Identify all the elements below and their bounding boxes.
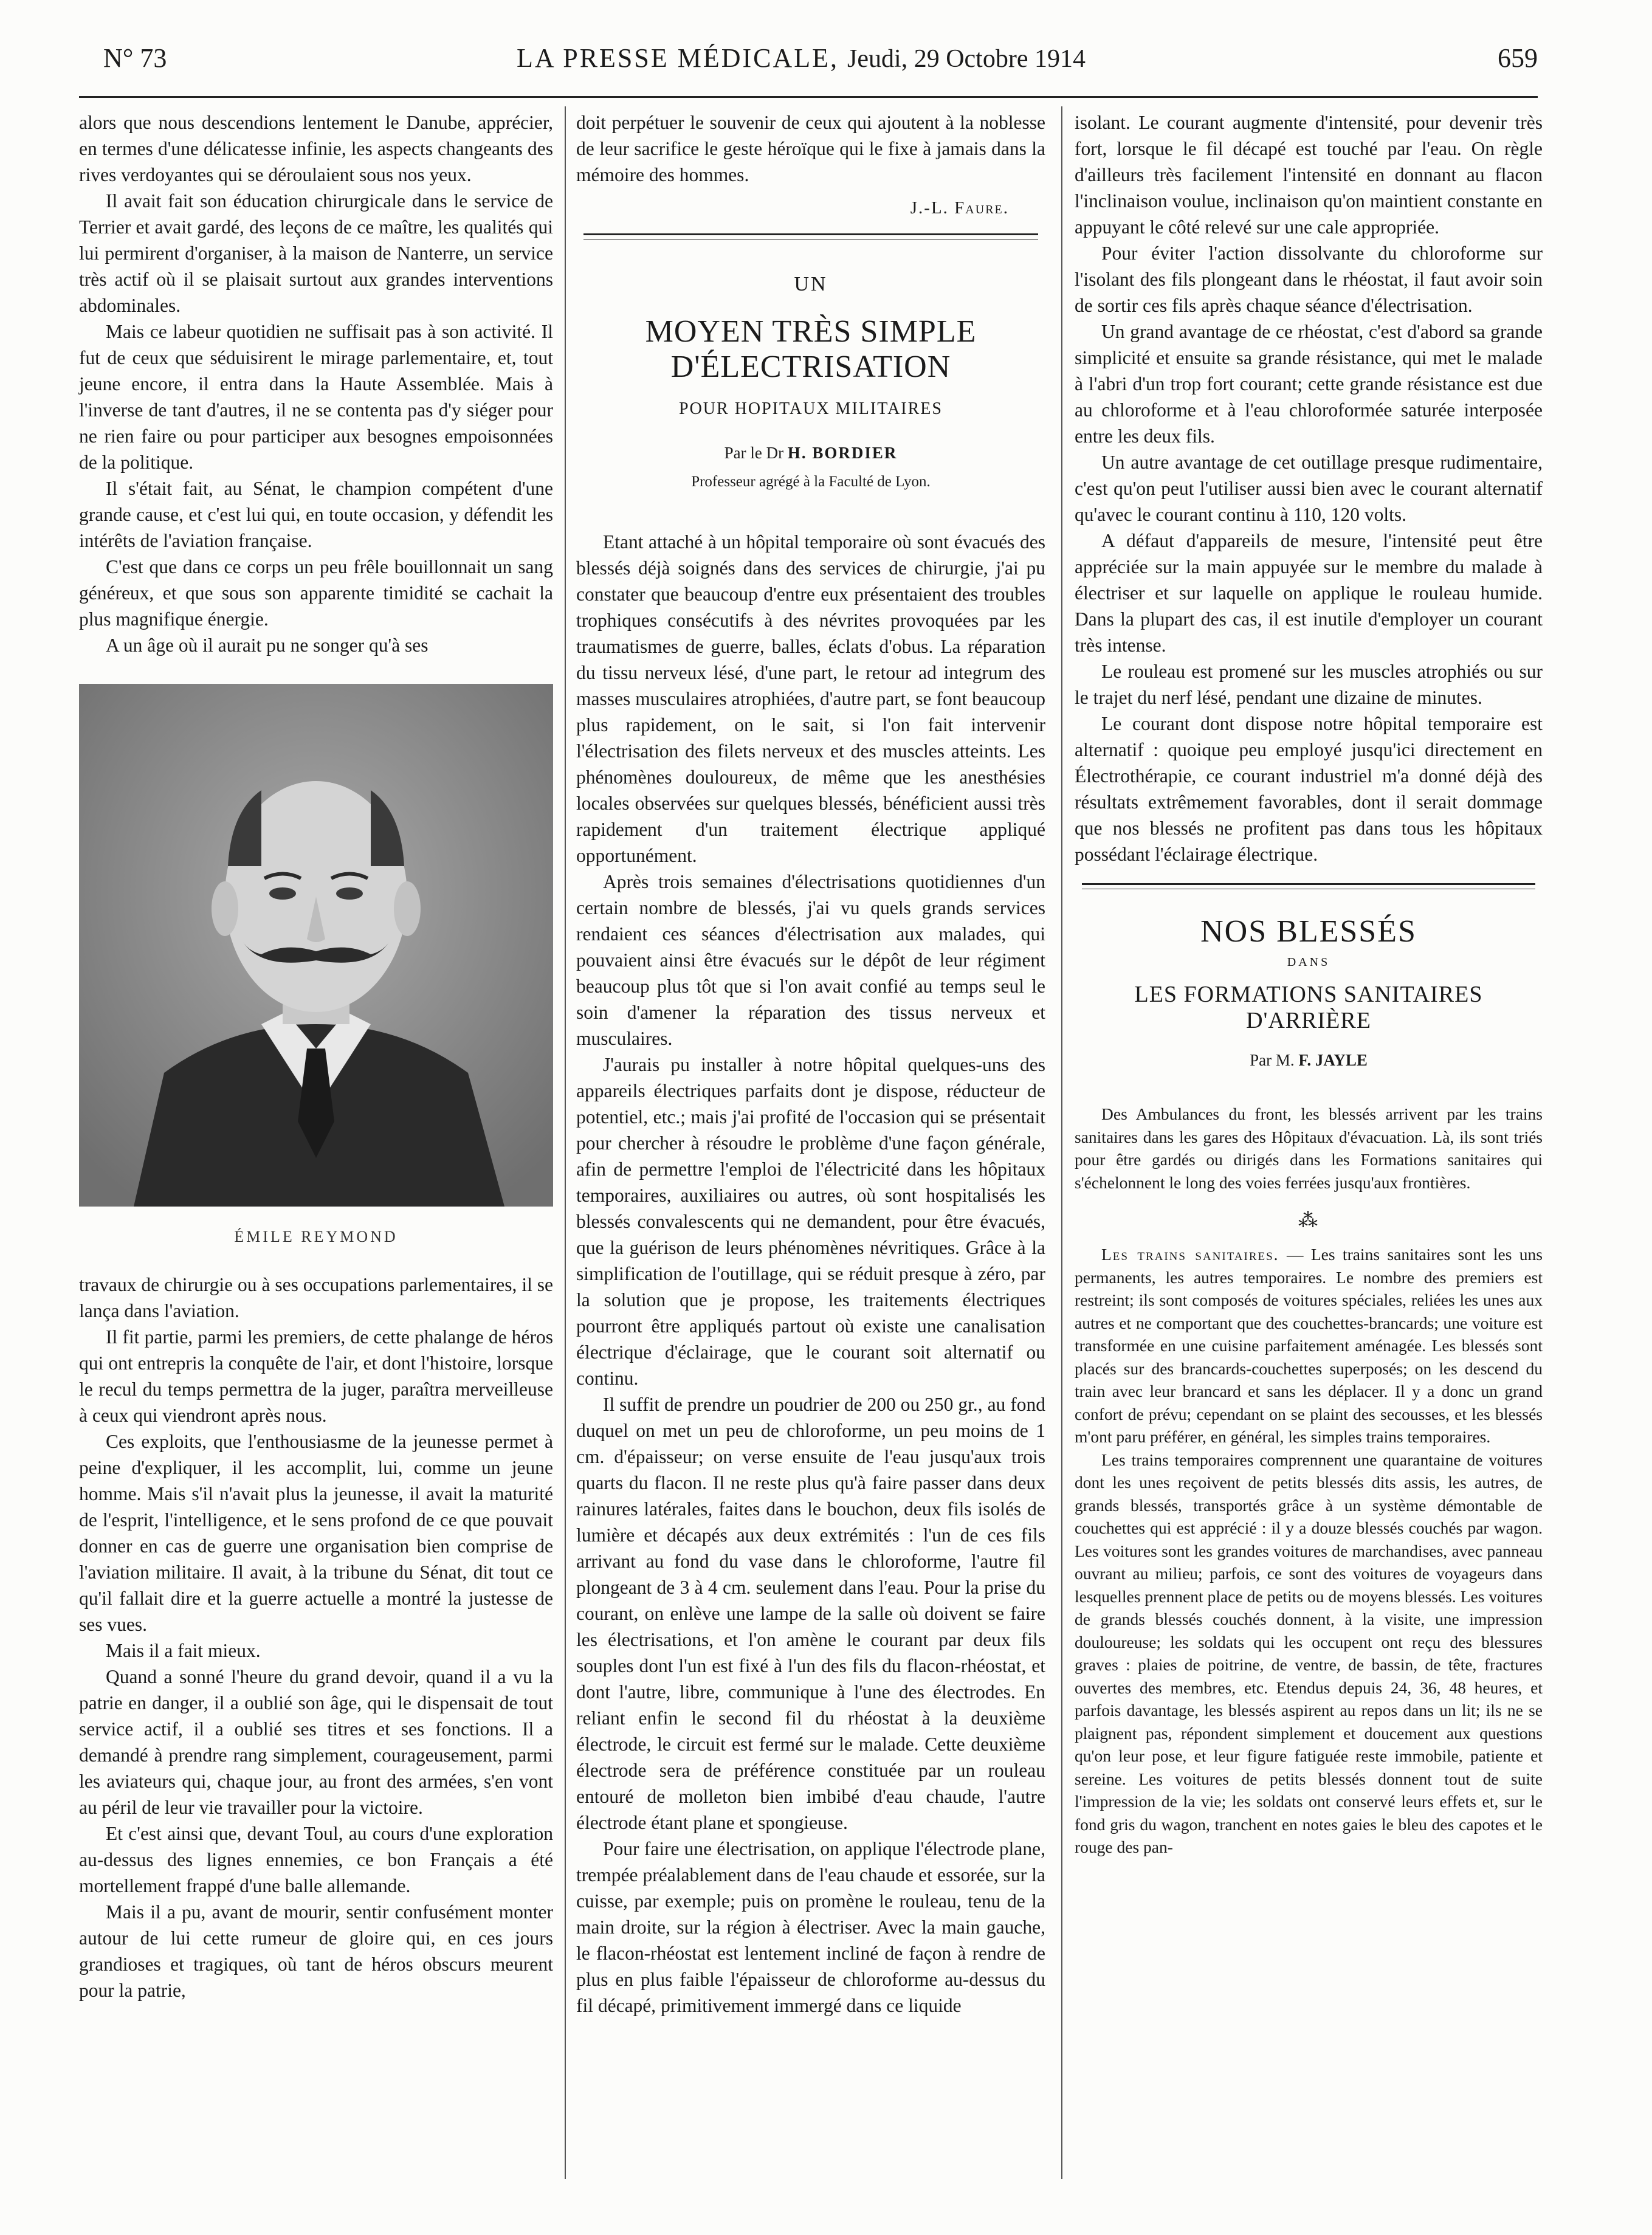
portrait-photo [79, 684, 553, 1207]
column-1 [79, 109, 553, 2003]
paragraph: Et c'est ainsi que, devant Toul, au cours d'une exploration au-dessus des lignes ennemies, ce bon Français a été mortellement frappé d'une balle allemande. [79, 1823, 553, 1896]
journal-title: LA PRESSE MÉDICALE, [517, 43, 839, 73]
article-kicker: UN [794, 273, 828, 295]
section-label: Les trains sanitaires. [1101, 1245, 1279, 1264]
article-byline [576, 440, 1045, 466]
article-subtitle: LES FORMATIONS SANITAIRES D'ARRIÈRE [1134, 982, 1483, 1033]
byline-prefix: Par M. [1250, 1051, 1295, 1069]
section-rule [1082, 883, 1535, 889]
section-rule [583, 233, 1038, 239]
paragraph: Etant attaché à un hôpital temporaire où sont évacués des blessés déjà soignés dans des services de chirurgie, j'ai pu constater que beaucoup d'entre eux présentaient des troubles trophiques consécutifs à des névrites provoquées par les traumatismes de guerre, balles, éclats d'obus. La réparation du tissu nerveux lésé, d'une part, le retour ad integrum des masses musculaires atrophiées, d'autre part, se font beaucoup plus rapidement, on le sait, si l'on fait intervenir l'électrisation des filets nerveux et des muscles atteints. Les phénomènes douloureux, de même que les anesthésies locales observées sur quelques blessés, bénéficient aussi très rapidement d'un traitement électrique appliqué opportunément. [576, 531, 1045, 866]
paragraph: Pour faire une électrisation, on applique l'électrode plane, trempée préalablement dans de l'eau chaude et essorée, sur la cuisse, par exemple; puis on promène le rouleau, tenu de la main droite, sur la région à électriser. Avec la main gauche, le flacon-rhéostat est lentement incliné de façon à rendre de plus en plus faible l'épaisseur de chloroforme au-dessus du fil décapé, primitivement immergé dans ce liquide [576, 1838, 1045, 2016]
section-separator: ⁂ [1298, 1209, 1319, 1231]
paragraph: Mais il a fait mieux. [106, 1640, 261, 1661]
paragraph: Mais ce labeur quotidien ne suffisait pas à son activité. Il fut de ceux que séduisirent le mirage parlementaire, et, tout jeune encore, il entra dans la Haute Assemblée. Mais à l'inverse de tant d'autres, il ne se contenta pas d'y siéger pour ne rien faire ou pour participer aux besognes empoisonnées de la politique. [79, 321, 553, 473]
paragraph: A un âge où il aurait pu ne songer qu'à ses [106, 635, 428, 656]
issue-number: N° 73 [103, 43, 167, 73]
header-rule [79, 96, 1538, 98]
paragraph: alors que nous descendions lentement le Danube, apprécier, en termes d'une délicatesse infinie, les aspects changeants des rives verdoyantes qui se déroulaient sous nos yeux. [79, 112, 553, 185]
paragraph: Il fit partie, parmi les premiers, de cette phalange de héros qui ont entrepris la conquête de l'air, et dont l'histoire, lorsque le recul du temps permettra de la juger, paraîtra merveilleuse à ceux qui viendront après nous. [79, 1326, 553, 1426]
paragraph: A défaut d'appareils de mesure, l'intensité peut être appréciée sur la main appuyée sur le membre du malade à électriser et sur laquelle on applique le rouleau humide. Dans la plupart des cas, il est inutile d'employer un courant très intense. [1075, 530, 1543, 656]
article-heading [576, 271, 1045, 495]
page-header [103, 43, 1538, 79]
paragraph: Il avait fait son éducation chirurgicale dans le service de Terrier et avait gardé, des leçons de ce maître, les qualités qui lui permirent d'organiser, à la maison de Nanterre, un service très actif où il se plaisait surtout aux grandes interventions abdominales. [79, 190, 553, 316]
paragraph: Un grand avantage de ce rhéostat, c'est d'abord sa grande simplicité et ensuite sa grande résistance, qui met le malade à l'abri d'un trop fort courant; cette grande résistance est due au chloroforme et à l'eau chloroformée saturée interposée entre les deux fils. [1075, 321, 1543, 447]
paragraph: doit perpétuer le souvenir de ceux qui ajoutent à la noblesse de leur sacrifice le geste héroïque qui le fixe à jamais dans la mémoire des hommes. [576, 112, 1045, 185]
paragraph: Quand a sonné l'heure du grand devoir, quand il a vu la patrie en danger, il a oublié son âge, qui le dispensait de tout service actif, il a oublié ses titres et ses fonctions. Il a demandé à prendre rang simplement, courageusement, parmi les aviateurs qui, chaque jour, au front des armées, s'en vont au péril de leur vie travailler pour la victoire. [79, 1666, 553, 1818]
signature: J.-L. Faure. [910, 198, 1009, 218]
paragraph: Il s'était fait, au Sénat, le champion compétent d'une grande cause, et c'est lui qui, en toute occasion, y défendit les intérêts de l'aviation française. [79, 478, 553, 551]
article-subtitle: POUR HOPITAUX MILITAIRES [679, 399, 943, 418]
photo-caption: ÉMILE REYMOND [234, 1228, 398, 1245]
article-title: NOS BLESSÉS [1200, 914, 1417, 949]
article-byline [1075, 1047, 1543, 1073]
paragraph [1075, 1243, 1543, 1448]
paragraph: Il suffit de prendre un poudrier de 200 ou 250 gr., au fond duquel on met un peu de chloroforme, un peu moins de 1 cm. d'épaisseur; on verse ensuite de l'eau jusqu'aux trois quarts du flacon. Il ne reste plus qu'à faire passer dans deux rainures latérales, faites dans le bouchon, deux fils isolés de lumière et décapés aux deux extrémités : l'un de ces fils arrivant au fond du vase dans le chloroforme, l'autre fil plongeant de 3 à 4 cm. seulement dans l'eau. Pour la prise du courant, on enlève une lampe de la salle où doivent se faire les électrisations, et l'on amène le courant par deux fils souples dont l'un est fixé à l'un des fils du flacon-rhéostat, et dont l'autre, libre, communique à l'une des électrodes. En reliant enfin le second fil du rhéostat à la deuxième électrode, le circuit est fermé sur le malade. Cette deuxième électrode sera de préférence constituée par un rouleau entouré de molleton bien imbibé d'eau chaude, l'autre électrode étant plane et spongieuse. [576, 1394, 1045, 1833]
paragraph: Le courant dont dispose notre hôpital temporaire est alternatif : quoique peu employé jusqu'ici directement en Électrothérapie, ce courant industriel m'a donné déjà des résultats extrêmement favorables, dont il serait dommage que nos blessés ne profitent pas dans tous les hôpitaux possédant l'éclairage électrique. [1075, 713, 1543, 865]
paragraph: Les trains temporaires comprennent une quarantaine de voitures dont les unes reçoivent de petits blessés dits assis, les autres, de grands blessés, transportés grâce à un système démontable de couchettes qui est apprécié : il y a douze blessés couchés par wagon. Les voitures sont les grandes voitures de marchandises, avec panneau ouvrant au milieu; parfois, ce sont des voitures de voyageurs dans lesquelles prennent place de petits ou de moyens blessés. Les voitures de grands blessés couchés donnent, à la visite, une impression douloureuse; les soldats qui les occupent ont reçu des blessures graves : plaies de poitrine, de ventre, de bassin, de tête, fractures ouvertes des membres, etc. Etendus depuis 24, 36, 48 heures, et parfois davantage, les blessés aspirent au repos dans un lit; ils ne se plaignent pas, répondent simplement et doucement aux questions qu'on leur pose, et leur figure fatiguée reste immobile, patiente et sereine. Les voitures de petits blessés donnent tout de suite l'impression de la vie; les soldats ont conservé leurs effets et, sur le fond gris du wagon, tranchent en notes gaies le bleu des capotes et le rouge des pan- [1075, 1450, 1543, 1856]
article-connector: DANS [1287, 956, 1330, 969]
paragraph: Pour éviter l'action dissolvante du chloroforme sur l'isolant des fils plongeant dans le rhéostat, il faut avoir soin de sortir ces fils après chaque séance d'électrisation. [1075, 243, 1543, 316]
byline-prefix: Par le Dr [724, 444, 784, 462]
author-name: F. JAYLE [1298, 1051, 1368, 1069]
issue-date: Jeudi, 29 Octobre 1914 [847, 45, 1086, 73]
author-name: H. BORDIER [787, 444, 898, 462]
paragraph: J'aurais pu installer à notre hôpital quelques-uns des appareils électriques parfaits dont je dispose, réducteur de potentiel, etc.; mais j'ai profité de l'occasion qui se présentait pour chercher à résoudre le problème d'une façon générale, afin de permettre l'emploi de l'électricité dans les hôpitaux temporaires, auxiliaires ou autres, où sont hospitalisés les blessés convalescents qui ne demandent, pour être évacués, que la guérison de leurs phénomènes névritiques. Grâce à la simplification de l'outillage, qui se réduit presque à zéro, par la solution que je propose, les traitements électriques pourront être appliqués partout où existe une canalisation électrique d'éclairage, que le courant soit alternatif ou continu. [576, 1054, 1045, 1389]
paragraph: Ces exploits, que l'enthousiasme de la jeunesse permet à peine d'expliquer, il les accomplit, lui, comme un jeune homme. Mais s'il n'avait plus la jeunesse, il avait la maturité de l'esprit, l'intelligence, et le sens profond de ce que pouvait donner en cas de guerre une organisation bien comprise de l'aviation militaire. Il avait, à la tribune du Sénat, dit tout ce qu'il fallait dire et la guerre actuelle a montré la justesse de ses vues. [79, 1431, 553, 1635]
column-divider [565, 106, 566, 2179]
paragraph: Le rouleau est promené sur les muscles atrophiés ou sur le trajet du nerf lésé, pendant une dizaine de minutes. [1075, 661, 1543, 708]
paragraph: Après trois semaines d'électrisations quotidiennes d'un certain nombre de blessés, j'ai vu quels grands services rendaient ces séances d'électrisation aux malades, qui pouvaient ainsi être évacués sur le dépôt de leur régiment beaucoup plus tôt que si l'on avait confié au temps seul le soin d'amener la réparation des tissus nerveux et musculaires. [576, 871, 1045, 1049]
paragraph: travaux de chirurgie ou à ses occupations parlementaires, il se lança dans l'aviation. [79, 1274, 553, 1321]
paragraph: Un autre avantage de cet outillage presque rudimentaire, c'est qu'on peut l'utiliser aussi bien avec le courant alternatif qu'avec le courant continu à 110, 120 volts. [1075, 452, 1543, 525]
column-divider [1061, 106, 1062, 2179]
column-2 [576, 109, 1045, 2019]
column-3 [1075, 109, 1543, 1859]
paragraph-text: — Les trains sanitaires sont les uns permanents, les autres temporaires. Le nombre des premiers est restreint; ils sont composés de voitures spéciales, reliées les unes aux autres et ne comportant que des couchettes-brancards; une voiture est transformée en une cuisine parfaitement aménagée. Les blessés sont placés sur des brancards-couchettes superposés; on les descend du train avec leur brancard et sans les déplacer. Il y a donc un grand confort de prévu; cependant on se plaint des secousses, et les blessés m'ont paru préférer, en général, les simples trains temporaires. [1075, 1245, 1543, 1446]
masthead [517, 43, 1086, 74]
article-title: MOYEN TRÈS SIMPLE D'ÉLECTRISATION [645, 314, 977, 384]
paragraph: isolant. Le courant augmente d'intensité, pour devenir très fort, lorsque le fil décapé est touché par l'eau. On règle d'ailleurs très facilement l'intensité en donnant au flacon l'inclinaison voulue, inclinaison qu'on maintient constante en appuyant le côté relevé sur une cale appropriée. [1075, 112, 1543, 238]
paragraph: Des Ambulances du front, les blessés arrivent par les trains sanitaires dans les gares des Hôpitaux d'évacuation. Là, ils sont triés pour être gardés ou dirigés dans les Formations sanitaires qui s'échelonnent le long des voies ferrées jusqu'aux frontières. [1075, 1104, 1543, 1192]
author-affiliation: Professeur agrégé à la Faculté de Lyon. [691, 474, 931, 490]
paragraph: C'est que dans ce corps un peu frêle bouillonnait un sang généreux, et que sous son apparente timidité se cachait la plus magnifique énergie. [79, 556, 553, 630]
page-number: 659 [1498, 43, 1538, 73]
paragraph: Mais il a pu, avant de mourir, sentir confusément monter autour de lui cette rumeur de gloire qui, en ces jours grandioses et tragiques, où tant de héros obscurs meurent pour la patrie, [79, 1901, 553, 2001]
portrait-illustration [79, 684, 553, 1207]
